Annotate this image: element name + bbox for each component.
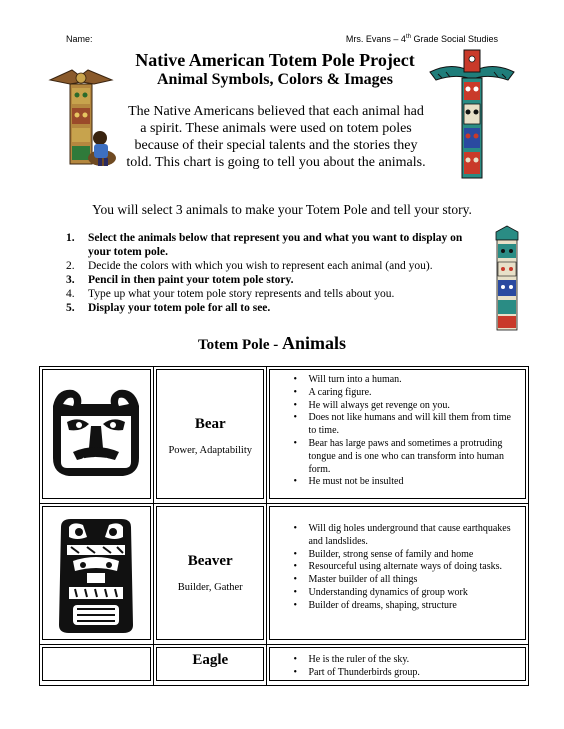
list-item: • He must not be insulted (308, 476, 519, 489)
list-item: • A caring figure. (308, 387, 519, 400)
steps-list (66, 231, 486, 315)
step-number: 5. (66, 302, 75, 314)
list-item: • Builder of dreams, shaping, structure (308, 600, 519, 613)
list-item: • Does not like humans and will kill them from time to time. (308, 412, 519, 438)
select-instruction: You will select 3 animals to make your Totem Pole and tell your story. (92, 202, 472, 217)
list-item: • Bear has large paws and sometimes a protruding tongue and is one who can transform into human form. (308, 438, 519, 476)
animal-description: Builder, Gather (177, 582, 243, 593)
animal-description: Power, Adaptability (168, 445, 253, 456)
table-row (40, 504, 529, 645)
small-totem-image (490, 224, 524, 334)
list-item (66, 287, 486, 301)
step-number: 1. (66, 232, 75, 244)
animal-image-cell (40, 504, 154, 645)
teacher-sup: th (405, 34, 411, 40)
list-item: • He is the ruler of the sky. (308, 654, 519, 667)
traits-list (270, 523, 525, 613)
thunderbird-totem-image (428, 42, 516, 182)
list-item: • Understanding dynamics of group work (308, 587, 519, 600)
step-text: Select the animals below that represent you and what you want to display on your totem pole. (88, 232, 463, 258)
traits-list (270, 654, 525, 680)
list-item: • Resourceful using alternate ways of doing tasks. (308, 561, 519, 574)
animal-name: Bear (194, 416, 226, 432)
animal-traits-cell (267, 645, 529, 686)
list-item: • Part of Thunderbirds group. (308, 667, 519, 680)
step-text: Type up what your totem pole story represents and tells about you. (88, 288, 395, 300)
teacher-prefix: Mrs. Evans – 4 (345, 34, 406, 44)
animal-traits-cell (267, 504, 529, 645)
step-text: Display your totem pole for all to see. (88, 302, 271, 314)
animal-name-cell (154, 645, 267, 686)
section-title-main: Animals (282, 333, 347, 353)
animal-traits-cell (267, 367, 529, 504)
animal-image-cell (40, 645, 154, 686)
list-item (66, 273, 486, 287)
animal-name-cell (154, 367, 267, 504)
list-item (66, 259, 486, 273)
step-number: 4. (66, 288, 75, 300)
animals-table (39, 366, 529, 686)
step-text: Decide the colors with which you wish to represent each animal (and you). (88, 260, 433, 272)
animal-name-cell (154, 504, 267, 645)
bear-image (43, 370, 150, 498)
list-item: • Master builder of all things (308, 574, 519, 587)
table-row (40, 367, 529, 504)
intro-paragraph: The Native Americans believed that each animal had a spirit. These animals were used on totem poles because of their special talents and the stories they told. This chart is going to tell you about the animals. (126, 104, 426, 170)
table-row (40, 645, 529, 686)
beaver-image (43, 507, 150, 639)
step-number: 2. (66, 260, 75, 272)
teacher-suffix: Grade Social Studies (410, 34, 498, 44)
list-item (66, 231, 486, 259)
step-number: 3. (66, 274, 75, 286)
page-subtitle: Animal Symbols, Colors & Images (156, 71, 393, 88)
section-title-prefix: Totem Pole - (197, 337, 282, 353)
list-item: • He will always get revenge on you. (308, 400, 519, 413)
list-item: • Will dig holes underground that cause earthquakes and landslides. (308, 523, 519, 549)
animal-name: Beaver (187, 553, 233, 569)
name-label: Name: (66, 34, 93, 44)
traits-list (270, 374, 525, 489)
list-item: • Builder, strong sense of family and home (308, 549, 519, 562)
page-title: Native American Totem Pole Project (135, 50, 415, 70)
section-title (140, 333, 404, 354)
animal-image-cell (40, 367, 154, 504)
animal-name: Eagle (192, 652, 229, 668)
list-item (66, 301, 486, 315)
step-text: Pencil in then paint your totem pole story. (88, 274, 294, 286)
list-item: • Will turn into a human. (308, 374, 519, 387)
